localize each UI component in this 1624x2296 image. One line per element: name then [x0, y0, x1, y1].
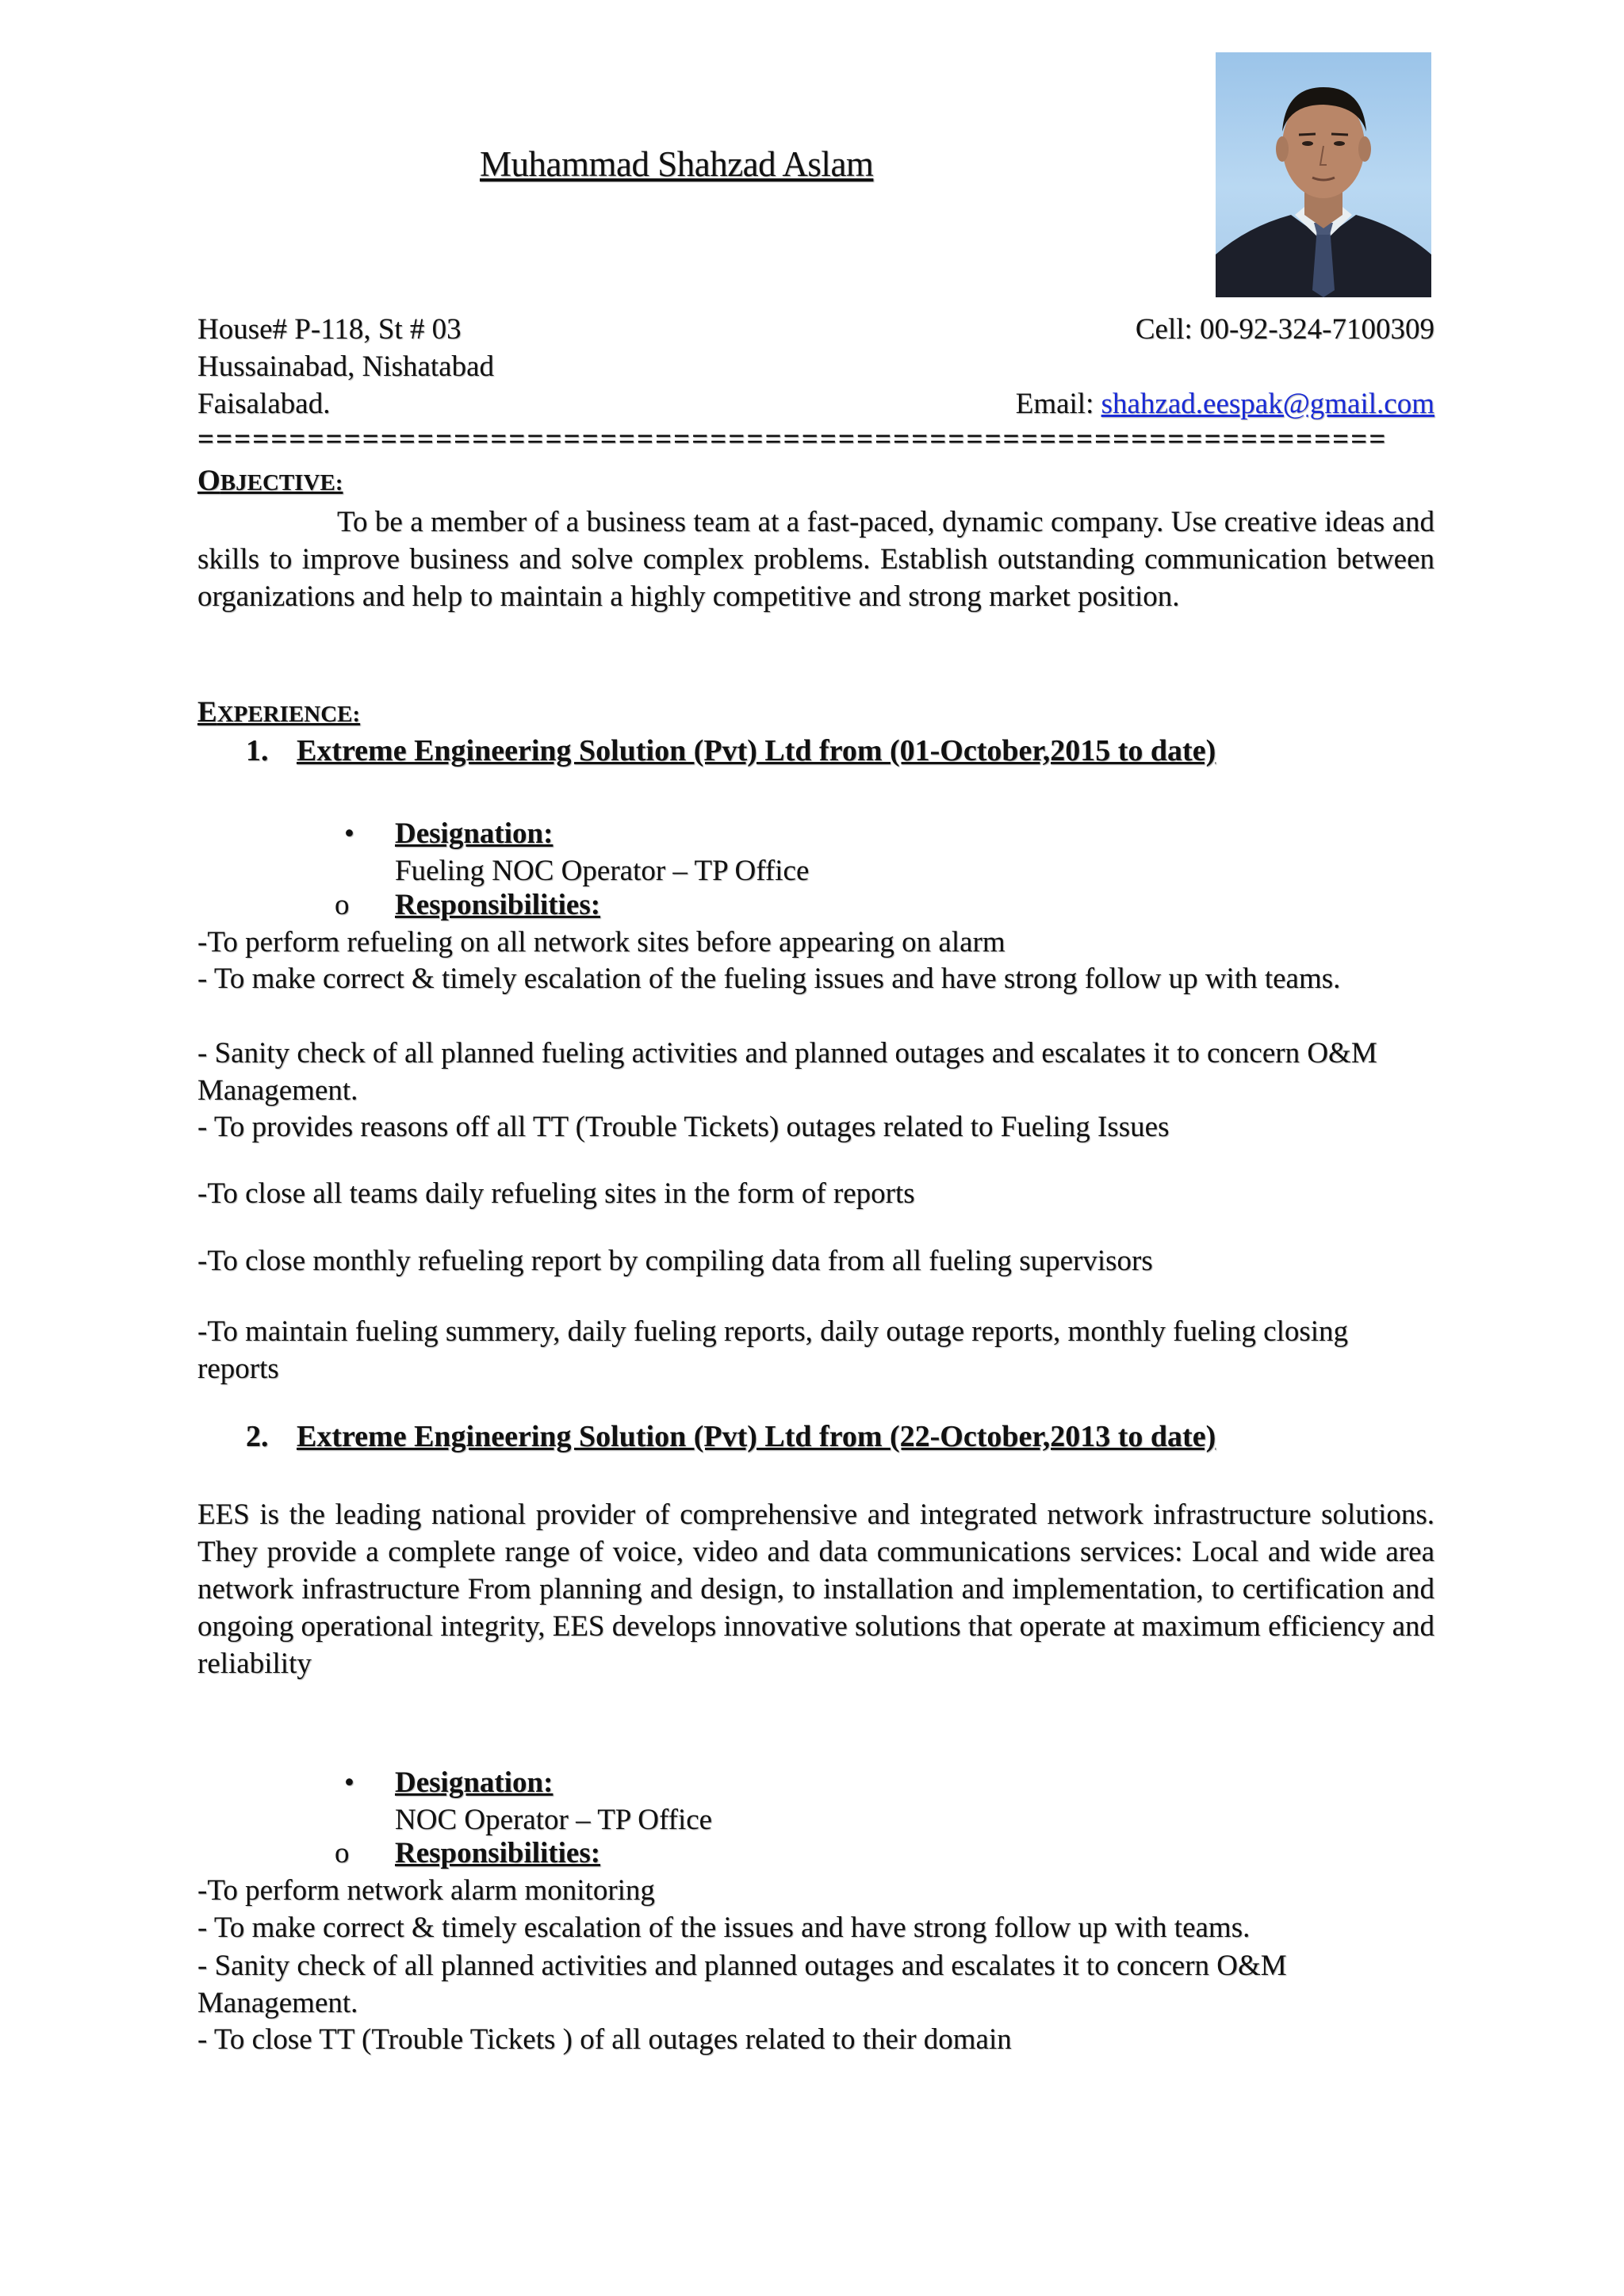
job1-responsibility-1: -To perform refueling on all network sites before appearing on alarm	[197, 926, 1005, 959]
responsibilities-label: Responsibilities:	[395, 1837, 601, 1869]
bullet-icon: •	[344, 1766, 354, 1799]
experience-heading-cap: E	[197, 696, 217, 729]
job-title-text: Extreme Engineering Solution (Pvt) Ltd from (22-October,2013 to date)	[297, 1420, 1216, 1453]
job-number: 1.	[246, 734, 269, 767]
contact-block	[197, 311, 1434, 423]
job1-responsibility-6: -To close monthly refueling report by compiling data from all fueling supervisors	[197, 1245, 1153, 1277]
designation-value: Fueling NOC Operator – TP Office	[395, 855, 810, 887]
job1-responsibility-2: - To make correct & timely escalation of the fueling issues and have strong follow up with teams.	[197, 962, 1341, 995]
portrait-illustration	[1216, 52, 1431, 297]
job2-responsibility-1: -To perform network alarm monitoring	[197, 1874, 655, 1907]
bullet-icon: •	[344, 817, 354, 850]
experience-heading	[197, 695, 360, 729]
objective-heading	[197, 464, 343, 498]
job1-responsibility-3: - Sanity check of all planned fueling activities and planned outages and escalates it to concern O&M Management.	[197, 1037, 1377, 1107]
job2-responsibility-3: - Sanity check of all planned activities and planned outages and escalates it to concern O&M Management.	[197, 1950, 1287, 2019]
email-link[interactable]: shahzad.eespak@gmail.com	[1101, 388, 1434, 420]
profile-photo	[1216, 52, 1431, 297]
job-number: 2.	[246, 1420, 269, 1453]
designation-label: Designation:	[395, 817, 553, 850]
experience-heading-rest: XPERIENCE:	[216, 702, 361, 727]
job-title-1	[246, 733, 1216, 768]
address-line-2: Hussainabad, Nishatabad	[197, 350, 495, 383]
designation-label: Designation:	[395, 1766, 553, 1799]
email-line	[1016, 385, 1434, 423]
address-line-3: Faisalabad.	[197, 388, 331, 420]
designation-value: NOC Operator – TP Office	[395, 1804, 713, 1836]
candidate-name: Muhammad Shahzad Aslam	[480, 144, 874, 184]
job-title-2	[246, 1419, 1216, 1454]
objective-heading-cap: O	[197, 465, 220, 497]
job2-responsibility-4: - To close TT (Trouble Tickets ) of all outages related to their domain	[197, 2023, 1012, 2056]
job1-responsibility-7: -To maintain fueling summery, daily fueling reports, daily outage reports, monthly fueling closing reports	[197, 1315, 1349, 1385]
sub-bullet-icon: o	[335, 889, 350, 921]
separator-rule: =================================================================	[197, 424, 1388, 456]
objective-text: To be a member of a business team at a fast-paced, dynamic company. Use creative ideas and skills to improve business and solve complex problems. Establish outstanding communication between organizations and help to maintain a highly competitive and strong market position.	[197, 506, 1434, 613]
address-line-1: House# P-118, St # 03	[197, 313, 462, 346]
job1-responsibility-5: -To close all teams daily refueling sites in the form of reports	[197, 1177, 915, 1210]
job2-responsibility-2: - To make correct & timely escalation of the issues and have strong follow up with teams.	[197, 1911, 1251, 1944]
objective-heading-rest: BJECTIVE:	[220, 470, 343, 496]
email-label: Email:	[1015, 388, 1101, 420]
job1-responsibility-4: - To provides reasons off all TT (Trouble Tickets) outages related to Fueling Issues	[197, 1111, 1170, 1143]
cell-number: Cell: 00-92-324-7100309	[1135, 313, 1434, 346]
company-description: EES is the leading national provider of comprehensive and integrated network infrastructure solutions. They provide a complete range of voice, video and data communications services: Local and wide area network infrastructure From planning and design, to installation and implementation, to certification and ongoing operational integrity, EES develops innovative solutions that operate at maximum efficiency and reliability	[197, 1498, 1434, 1680]
job-title-text: Extreme Engineering Solution (Pvt) Ltd from (01-October,2015 to date)	[297, 734, 1216, 767]
sub-bullet-icon: o	[335, 1837, 350, 1869]
responsibilities-label: Responsibilities:	[395, 889, 601, 921]
